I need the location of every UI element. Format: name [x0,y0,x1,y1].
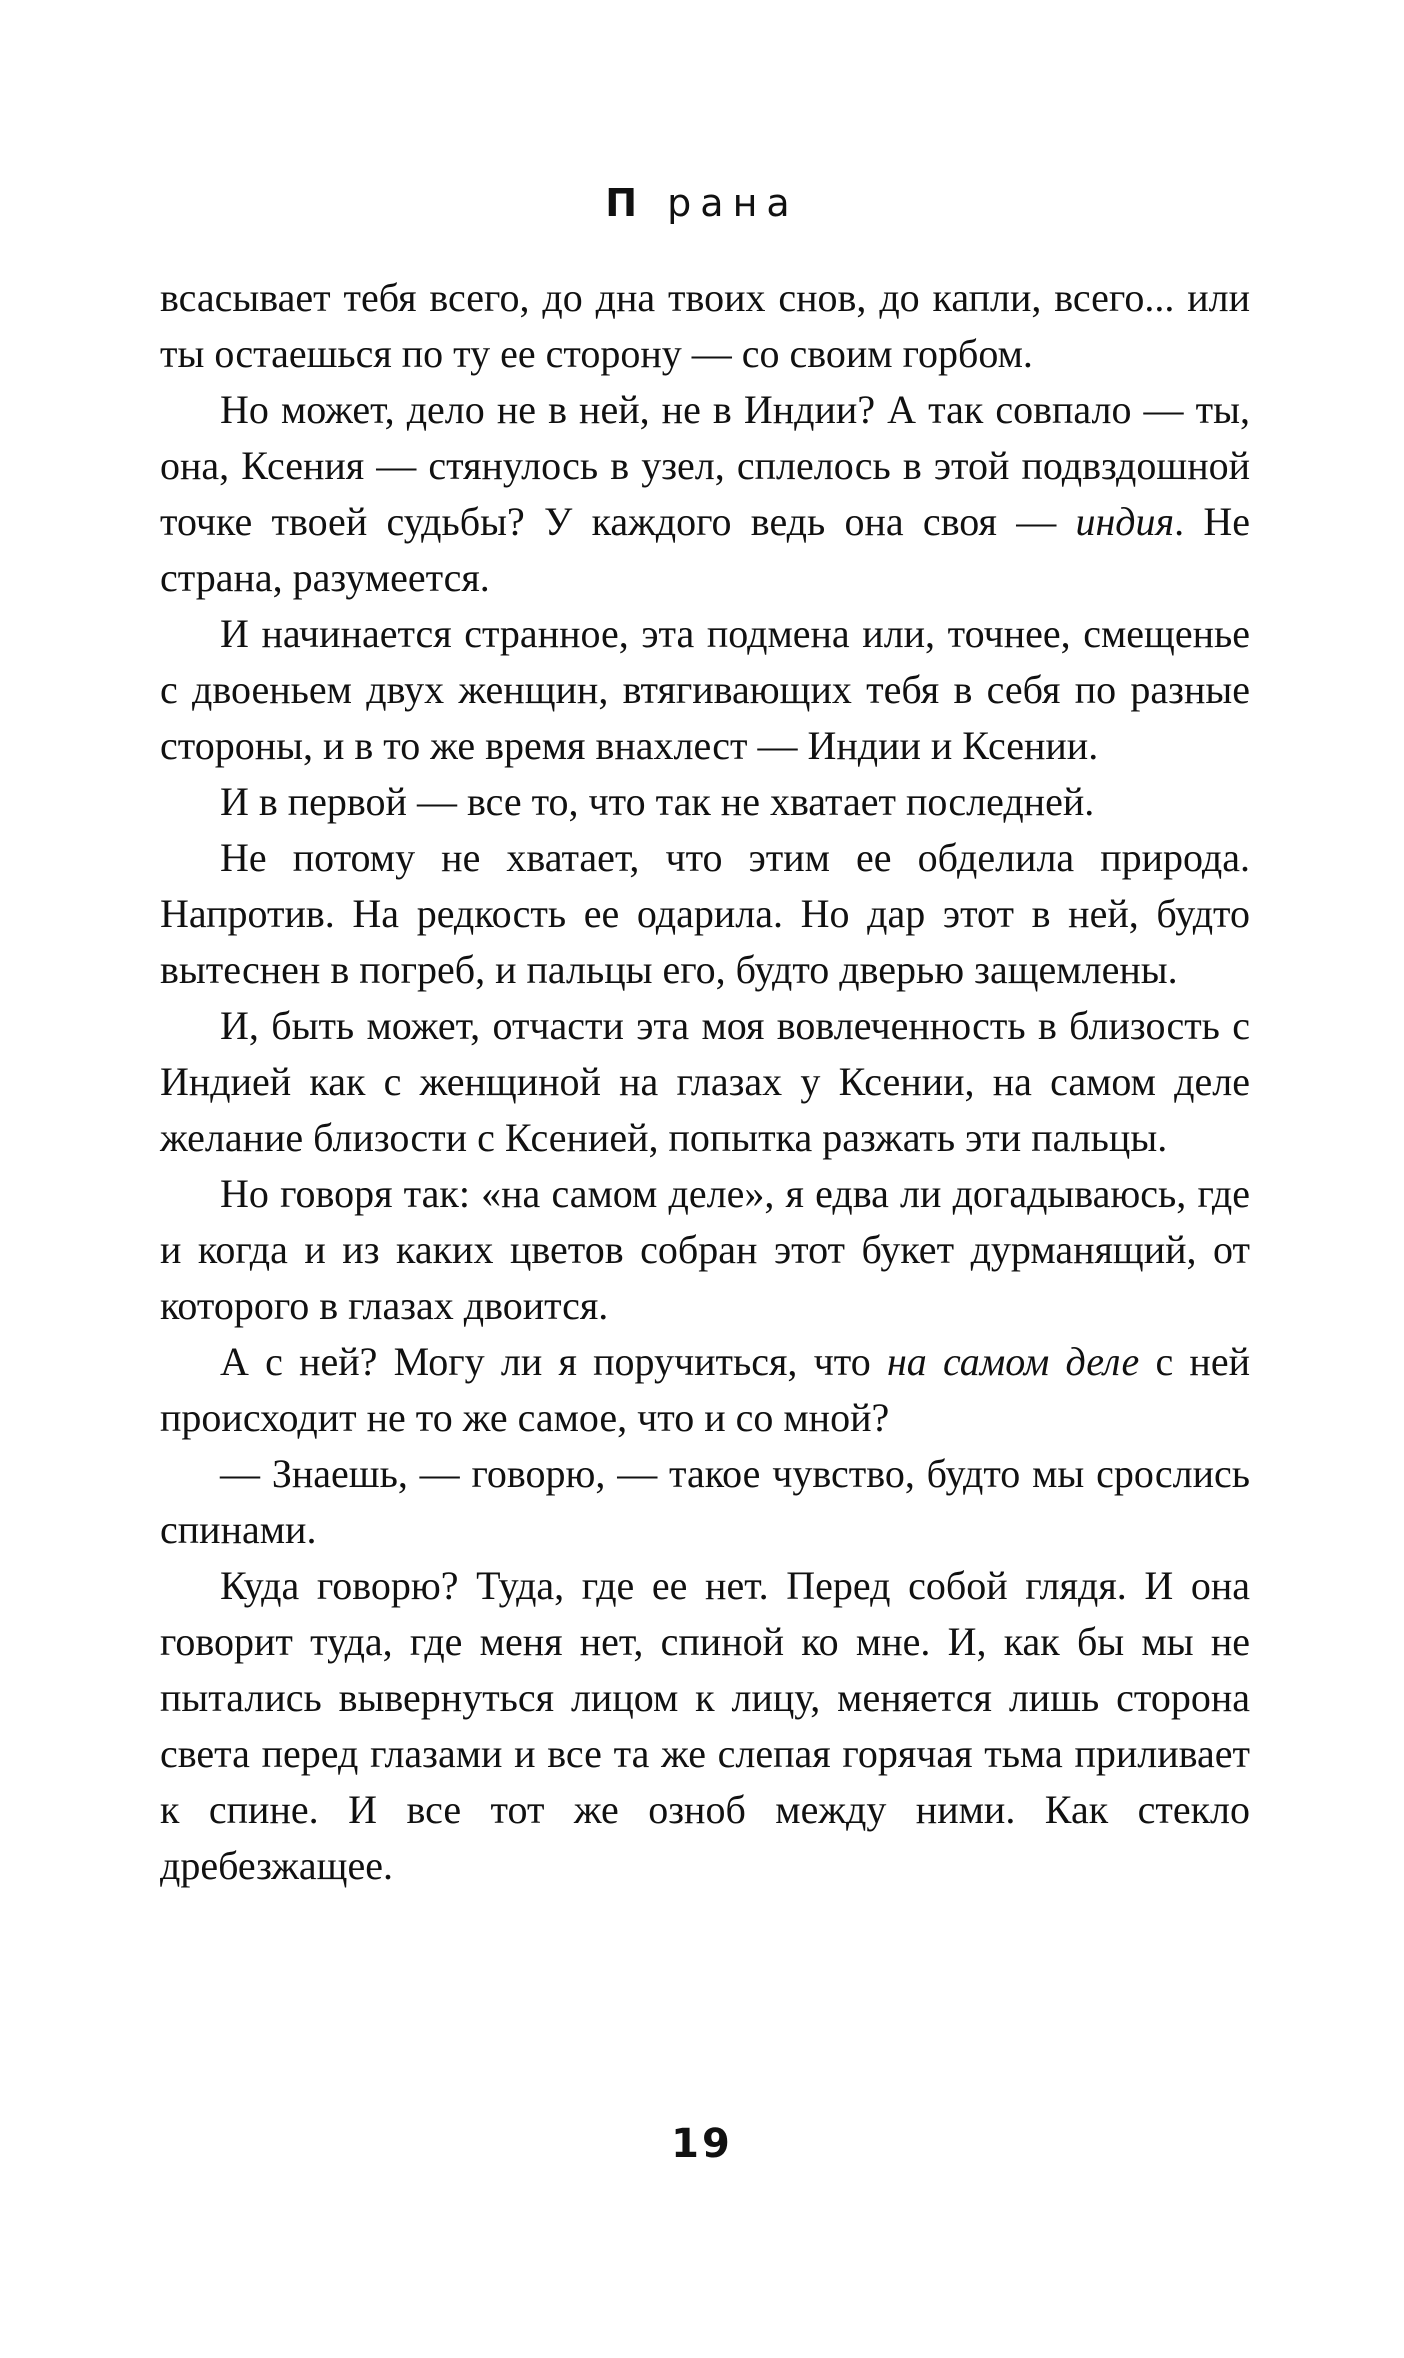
emphasis-text: индия [1075,499,1175,544]
paragraph-text: А с ней? Могу ли я поручиться, что [220,1339,887,1384]
paragraph-text: Куда говорю? Туда, где ее нет. Перед собой глядя. И она говорит туда, где меня нет, спиной ко мне. И, как бы мы не пытались вывернуться лицом к лицу, меняется лишь сторона света перед глазами и все та же слепая горячая тьма приливает к спине. И все тот же озноб между ними. Как стекло дребезжащее. [160,1563,1250,1888]
paragraph-text: с ней происходит не то же самое, что и со мной? [160,1339,1250,1440]
page-number: 19 [671,2121,733,2167]
paragraph-text: — Знаешь, — говорю, — такое чувство, будто мы срослись спинами. [160,1451,1250,1552]
emphasis-text: на самом деле [886,1339,1140,1384]
paragraph-4 [160,774,1250,830]
paragraph-9 [160,1446,1250,1558]
paragraph-1 [160,270,1250,382]
paragraph-text: И начинается странное, эта подмена или, точнее, смещенье с двоеньем двух женщин, втягивающих тебя в себя по разные стороны, и в то же время внахлест — Индии и Ксении. [160,611,1250,768]
body-text [160,270,1250,1894]
paragraph-7 [160,1166,1250,1334]
running-head [0,181,1404,225]
paragraph-5 [160,830,1250,998]
paragraph-text: всасывает тебя всего, до дна твоих снов, до капли, всего... или ты остаешься по ту ее сторону — со своим горбом. [160,275,1250,376]
running-head-initial: П [605,181,647,225]
paragraph-text: И, быть может, отчасти эта моя вовлеченность в близость с Индией как с женщиной на глазах у Ксении, на самом деле желание близости с Ксенией, попытка разжать эти пальцы. [160,1003,1250,1160]
paragraph-text: Не потому не хватает, что этим ее обделила природа. Напротив. На редкость ее одарила. Но дар этот в ней, будто вытеснен в погреб, и пальцы его, будто дверью защемлены. [160,835,1250,992]
paragraph-text: Но говоря так: «на самом деле», я едва ли догадываюсь, где и когда и из каких цветов собран этот букет дурманящий, от которого в глазах двоится. [160,1171,1250,1328]
paragraph-text: И в первой — все то, что так не хватает последней. [220,779,1095,824]
paragraph-10 [160,1558,1250,1894]
running-head-rest: рана [667,181,799,225]
paragraph-text: . Не страна, разумеется. [160,499,1250,600]
paragraph-8 [160,1334,1250,1446]
paragraph-2 [160,382,1250,606]
paragraph-text: Но может, дело не в ней, не в Индии? А так совпало — ты, она, Ксения — стянулось в узел, сплелось в этой подвздошной точке твоей судьбы? У каждого ведь она своя — [160,387,1250,544]
paragraph-6 [160,998,1250,1166]
paragraph-3 [160,606,1250,774]
